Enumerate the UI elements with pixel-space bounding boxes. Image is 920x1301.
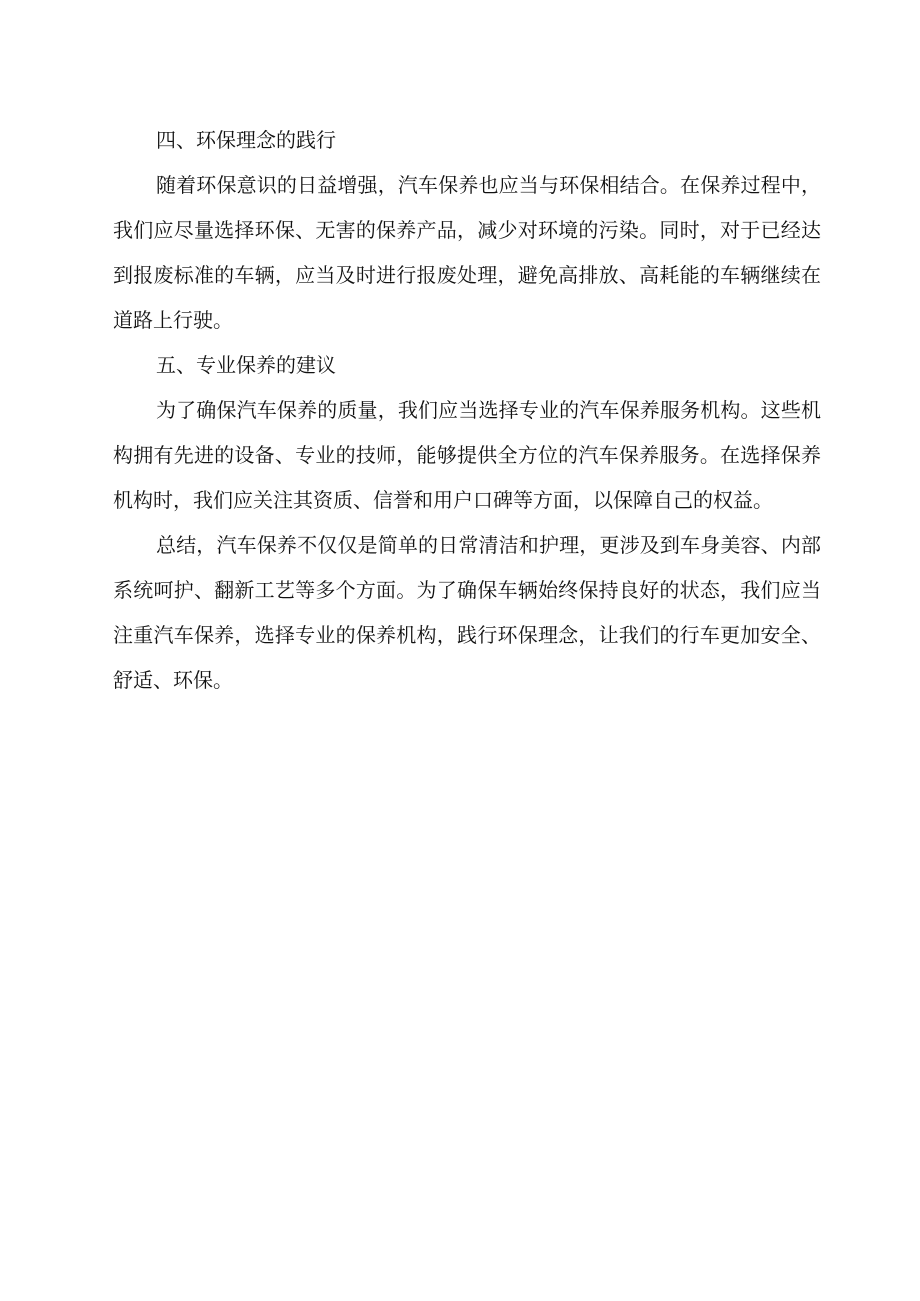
section-heading-professional: 五、专业保养的建议 [156,353,336,377]
paragraph-environment: 随着环保意识的日益增强，汽车保养也应当与环保相结合。在保养过程中，我们应尽量选择环保、无害的保养产品，减少对环境的污染。同时，对于已经达到报废标准的车辆，应当及时进行报废处理，避免高排放、高耗能的车辆继续在道路上行驶。 [113,173,821,332]
paragraph-summary: 总结，汽车保养不仅仅是简单的日常清洁和护理，更涉及到车身美容、内部系统呵护、翻新工艺等多个方面。为了确保车辆始终保持良好的状态，我们应当注重汽车保养，选择专业的保养机构，践行环保理念，让我们的行车更加安全、舒适、环保。 [113,533,821,692]
paragraph-professional: 为了确保汽车保养的质量，我们应当选择专业的汽车保养服务机构。这些机构拥有先进的设备、专业的技师，能够提供全方位的汽车保养服务。在选择保养机构时，我们应关注其资质、信誉和用户口碑等方面，以保障自己的权益。 [113,398,821,512]
section-heading-environment: 四、环保理念的践行 [156,128,336,152]
document-body [113,118,821,703]
